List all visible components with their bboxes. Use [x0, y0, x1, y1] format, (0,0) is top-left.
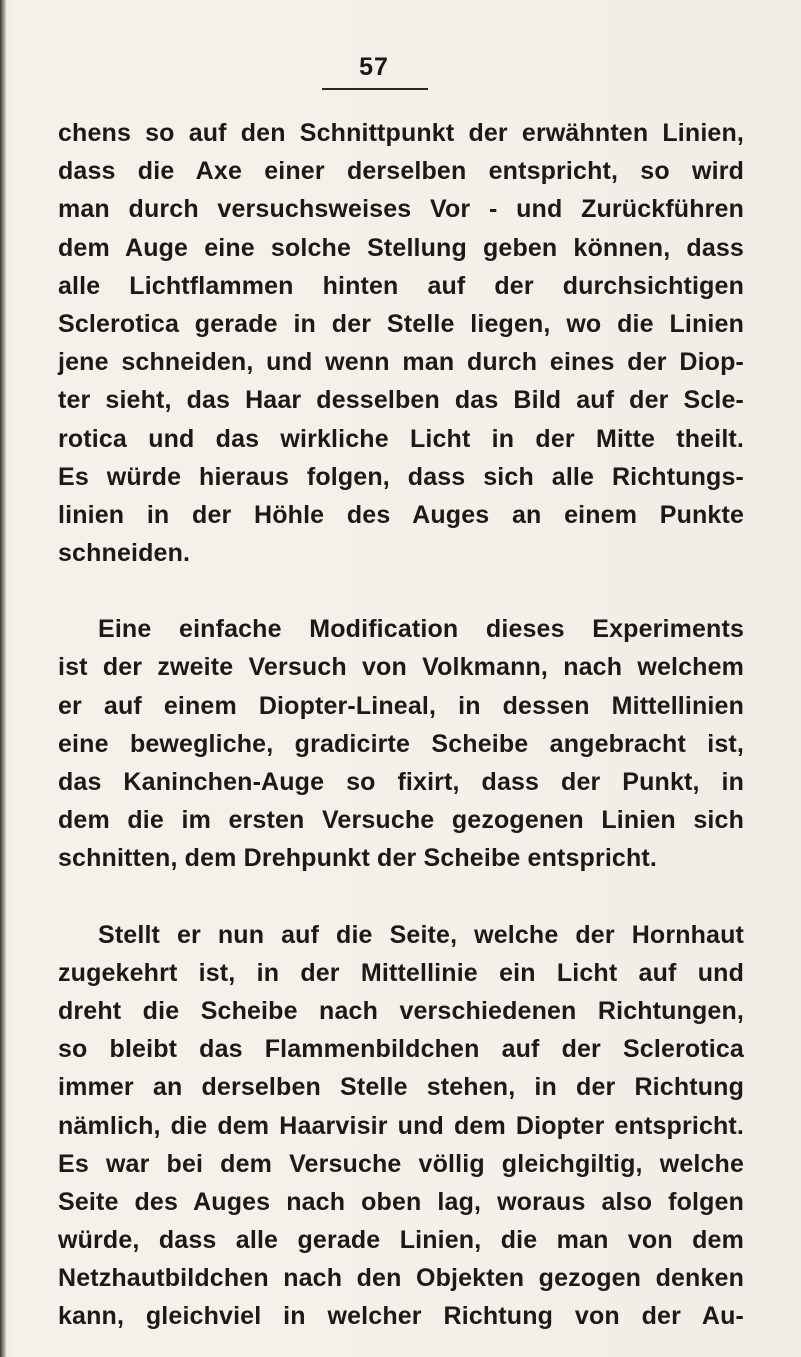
paragraph-2 — [58, 610, 744, 877]
text-line: dem die im ersten Versuche gezogenen Linien sich — [58, 806, 744, 835]
text-line: dass die Axe einer derselben entspricht, so wird — [58, 157, 744, 186]
text-line: alle Lichtflammen hinten auf der durchsichtigen — [58, 271, 744, 300]
text-line: eine bewegliche, gradicirte Scheibe angebracht ist, — [58, 729, 744, 758]
text-line: linien in der Höhle des Auges an einem Punkte — [58, 500, 744, 529]
text-line: Es war bei dem Versuche völlig gleichgiltig, welche — [58, 1149, 744, 1178]
text-line: Netzhautbildchen nach den Objekten gezogen denken — [58, 1264, 744, 1293]
text-line: Es würde hieraus folgen, dass sich alle Richtungs- — [58, 462, 744, 491]
text-line: Seite des Auges nach oben lag, woraus also folgen — [58, 1187, 744, 1216]
text-line: er auf einem Diopter-Lineal, in dessen Mittellinien — [58, 691, 744, 720]
paragraph-3 — [58, 916, 744, 1336]
text-line: zugekehrt ist, in der Mittellinie ein Licht auf und — [58, 958, 744, 987]
text-line: Stellt er nun auf die Seite, welche der Hornhaut — [98, 920, 744, 949]
text-line: würde, dass alle gerade Linien, die man von dem — [58, 1226, 744, 1255]
page-number: 57 — [359, 53, 389, 81]
text-line: so bleibt das Flammenbildchen auf der Sclerotica — [58, 1035, 744, 1064]
text-line: rotica und das wirkliche Licht in der Mitte theilt. — [58, 424, 744, 453]
text-line: dreht die Scheibe nach verschiedenen Richtungen, — [58, 996, 744, 1025]
text-line: dem Auge eine solche Stellung geben können, dass — [58, 233, 744, 262]
text-line: nämlich, die dem Haarvisir und dem Diopter entspricht. — [58, 1111, 744, 1140]
text-line: man durch versuchsweises Vor - und Zurückführen — [58, 195, 744, 224]
text-line: chens so auf den Schnittpunkt der erwähnten Linien, — [58, 119, 744, 147]
text-line: immer an derselben Stelle stehen, in der Richtung — [58, 1073, 744, 1102]
page-number-rule — [322, 88, 428, 90]
text-line: ter sieht, das Haar desselben das Bild auf der Scle- — [58, 386, 744, 415]
text-line: das Kaninchen-Auge so fixirt, dass der Punkt, in — [58, 768, 744, 796]
text-line: kann, gleichviel in welcher Richtung von der Au- — [58, 1302, 744, 1331]
body-text — [58, 114, 744, 1336]
paragraph-1 — [58, 114, 744, 572]
book-gutter — [0, 0, 6, 1357]
text-line: Eine einfache Modification dieses Experiments — [98, 615, 744, 644]
text-line: Sclerotica gerade in der Stelle liegen, wo die Linien — [58, 309, 744, 338]
text-line: jene schneiden, und wenn man durch eines der Diop- — [58, 348, 744, 377]
text-line: schnitten, dem Drehpunkt der Scheibe entspricht. — [58, 844, 657, 873]
text-line: schneiden. — [58, 539, 191, 568]
text-line: ist der zweite Versuch von Volkmann, nach welchem — [58, 653, 744, 682]
